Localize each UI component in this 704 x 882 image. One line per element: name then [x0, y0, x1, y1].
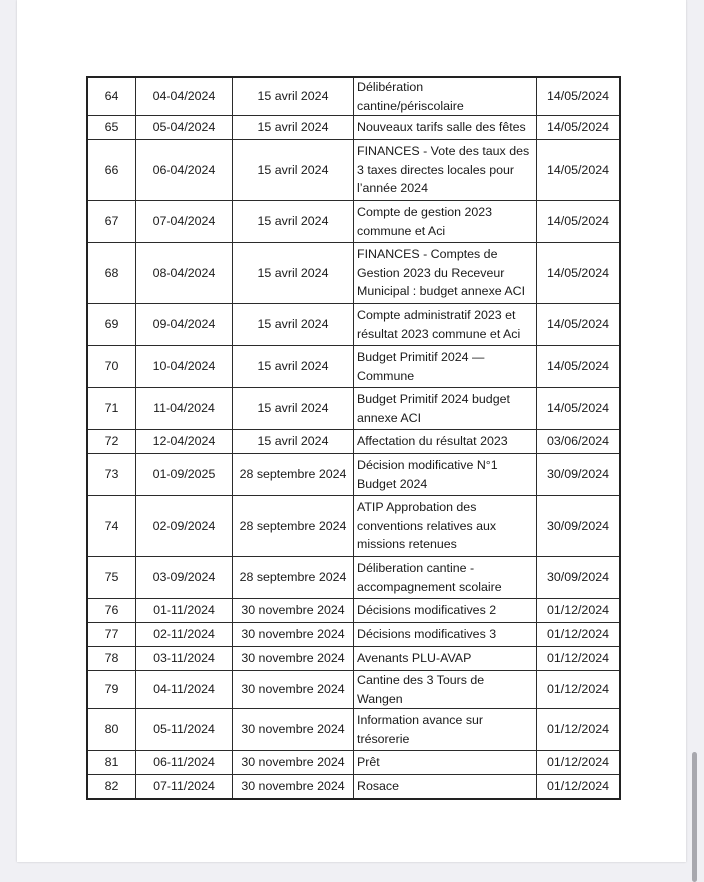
cell-number: 77 — [87, 623, 136, 647]
cell-reference: 04-04/2024 — [136, 77, 233, 116]
cell-session-date: 30 novembre 2024 — [233, 623, 354, 647]
deliberations-table — [86, 76, 621, 800]
cell-number: 81 — [87, 751, 136, 775]
cell-object: Compte de gestion 2023 commune et Aci — [354, 201, 537, 243]
cell-transmission-date: 14/05/2024 — [537, 77, 621, 116]
cell-transmission-date: 01/12/2024 — [537, 709, 621, 751]
table-row — [87, 304, 620, 346]
cell-transmission-date: 01/12/2024 — [537, 751, 621, 775]
cell-transmission-date: 01/12/2024 — [537, 671, 621, 709]
cell-object: FINANCES - Vote des taux des 3 taxes directes locales pour l’année 2024 — [354, 140, 537, 201]
table-row — [87, 599, 620, 623]
cell-number: 82 — [87, 775, 136, 800]
cell-transmission-date: 14/05/2024 — [537, 346, 621, 388]
cell-session-date: 15 avril 2024 — [233, 140, 354, 201]
cell-object: Prêt — [354, 751, 537, 775]
table-row — [87, 388, 620, 430]
cell-number: 79 — [87, 671, 136, 709]
cell-reference: 06-11/2024 — [136, 751, 233, 775]
table-row — [87, 647, 620, 671]
cell-reference: 02-11/2024 — [136, 623, 233, 647]
cell-number: 74 — [87, 496, 136, 557]
cell-session-date: 15 avril 2024 — [233, 388, 354, 430]
cell-reference: 09-04/2024 — [136, 304, 233, 346]
cell-reference: 06-04/2024 — [136, 140, 233, 201]
cell-reference: 03-09/2024 — [136, 557, 233, 599]
cell-session-date: 15 avril 2024 — [233, 430, 354, 454]
cell-transmission-date: 14/05/2024 — [537, 116, 621, 140]
cell-reference: 07-04/2024 — [136, 201, 233, 243]
table-row — [87, 709, 620, 751]
cell-transmission-date: 14/05/2024 — [537, 140, 621, 201]
cell-transmission-date: 01/12/2024 — [537, 775, 621, 800]
cell-reference: 10-04/2024 — [136, 346, 233, 388]
cell-object: Budget Primitif 2024 — Commune — [354, 346, 537, 388]
cell-object: Délibération cantine/périscolaire — [354, 77, 537, 116]
cell-object: Rosace — [354, 775, 537, 800]
cell-transmission-date: 03/06/2024 — [537, 430, 621, 454]
cell-object: Avenants PLU-AVAP — [354, 647, 537, 671]
cell-session-date: 15 avril 2024 — [233, 116, 354, 140]
cell-reference: 11-04/2024 — [136, 388, 233, 430]
cell-reference: 04-11/2024 — [136, 671, 233, 709]
cell-session-date: 30 novembre 2024 — [233, 775, 354, 800]
cell-object: FINANCES - Comptes de Gestion 2023 du Receveur Municipal : budget annexe ACI — [354, 243, 537, 304]
table-row — [87, 775, 620, 800]
cell-session-date: 30 novembre 2024 — [233, 751, 354, 775]
table-row — [87, 671, 620, 709]
cell-session-date: 28 septembre 2024 — [233, 496, 354, 557]
cell-transmission-date: 30/09/2024 — [537, 496, 621, 557]
cell-number: 73 — [87, 454, 136, 496]
cell-transmission-date: 01/12/2024 — [537, 623, 621, 647]
cell-number: 80 — [87, 709, 136, 751]
table-row — [87, 346, 620, 388]
cell-number: 78 — [87, 647, 136, 671]
table-row — [87, 430, 620, 454]
table-row — [87, 201, 620, 243]
cell-object: Affectation du résultat 2023 — [354, 430, 537, 454]
cell-reference: 05-04/2024 — [136, 116, 233, 140]
cell-reference: 01-11/2024 — [136, 599, 233, 623]
cell-object: Décisions modificatives 3 — [354, 623, 537, 647]
cell-number: 71 — [87, 388, 136, 430]
cell-transmission-date: 30/09/2024 — [537, 557, 621, 599]
cell-object: Décision modificative N°1 Budget 2024 — [354, 454, 537, 496]
cell-number: 64 — [87, 77, 136, 116]
cell-number: 76 — [87, 599, 136, 623]
cell-session-date: 15 avril 2024 — [233, 77, 354, 116]
cell-reference: 07-11/2024 — [136, 775, 233, 800]
cell-number: 65 — [87, 116, 136, 140]
cell-session-date: 15 avril 2024 — [233, 243, 354, 304]
cell-number: 66 — [87, 140, 136, 201]
cell-reference: 01-09/2025 — [136, 454, 233, 496]
cell-reference: 02-09/2024 — [136, 496, 233, 557]
cell-transmission-date: 30/09/2024 — [537, 454, 621, 496]
cell-session-date: 15 avril 2024 — [233, 346, 354, 388]
cell-number: 70 — [87, 346, 136, 388]
cell-session-date: 28 septembre 2024 — [233, 557, 354, 599]
cell-object: Décisions modificatives 2 — [354, 599, 537, 623]
cell-transmission-date: 14/05/2024 — [537, 243, 621, 304]
cell-object: Information avance sur trésorerie — [354, 709, 537, 751]
table-row — [87, 116, 620, 140]
cell-number: 75 — [87, 557, 136, 599]
cell-object: Budget Primitif 2024 budget annexe ACI — [354, 388, 537, 430]
document-page — [17, 0, 686, 862]
cell-transmission-date: 01/12/2024 — [537, 599, 621, 623]
cell-session-date: 28 septembre 2024 — [233, 454, 354, 496]
cell-object: Nouveaux tarifs salle des fêtes — [354, 116, 537, 140]
table-row — [87, 140, 620, 201]
cell-transmission-date: 01/12/2024 — [537, 647, 621, 671]
cell-number: 67 — [87, 201, 136, 243]
cell-transmission-date: 14/05/2024 — [537, 201, 621, 243]
table-row — [87, 77, 620, 116]
cell-transmission-date: 14/05/2024 — [537, 388, 621, 430]
cell-object: Cantine des 3 Tours de Wangen — [354, 671, 537, 709]
cell-number: 72 — [87, 430, 136, 454]
table-row — [87, 623, 620, 647]
cell-session-date: 30 novembre 2024 — [233, 709, 354, 751]
cell-object: Compte administratif 2023 et résultat 2023 commune et Aci — [354, 304, 537, 346]
vertical-scrollbar[interactable] — [692, 752, 697, 882]
cell-session-date: 30 novembre 2024 — [233, 599, 354, 623]
cell-transmission-date: 14/05/2024 — [537, 304, 621, 346]
cell-reference: 05-11/2024 — [136, 709, 233, 751]
table-row — [87, 557, 620, 599]
table-body — [87, 77, 620, 799]
cell-session-date: 30 novembre 2024 — [233, 647, 354, 671]
cell-number: 68 — [87, 243, 136, 304]
table-row — [87, 751, 620, 775]
cell-reference: 12-04/2024 — [136, 430, 233, 454]
table-row — [87, 454, 620, 496]
cell-reference: 08-04/2024 — [136, 243, 233, 304]
table-row — [87, 243, 620, 304]
cell-object: ATIP Approbation des conventions relatives aux missions retenues — [354, 496, 537, 557]
table-row — [87, 496, 620, 557]
cell-object: Déliberation cantine - accompagnement scolaire — [354, 557, 537, 599]
cell-reference: 03-11/2024 — [136, 647, 233, 671]
cell-session-date: 15 avril 2024 — [233, 201, 354, 243]
cell-session-date: 15 avril 2024 — [233, 304, 354, 346]
cell-session-date: 30 novembre 2024 — [233, 671, 354, 709]
cell-number: 69 — [87, 304, 136, 346]
